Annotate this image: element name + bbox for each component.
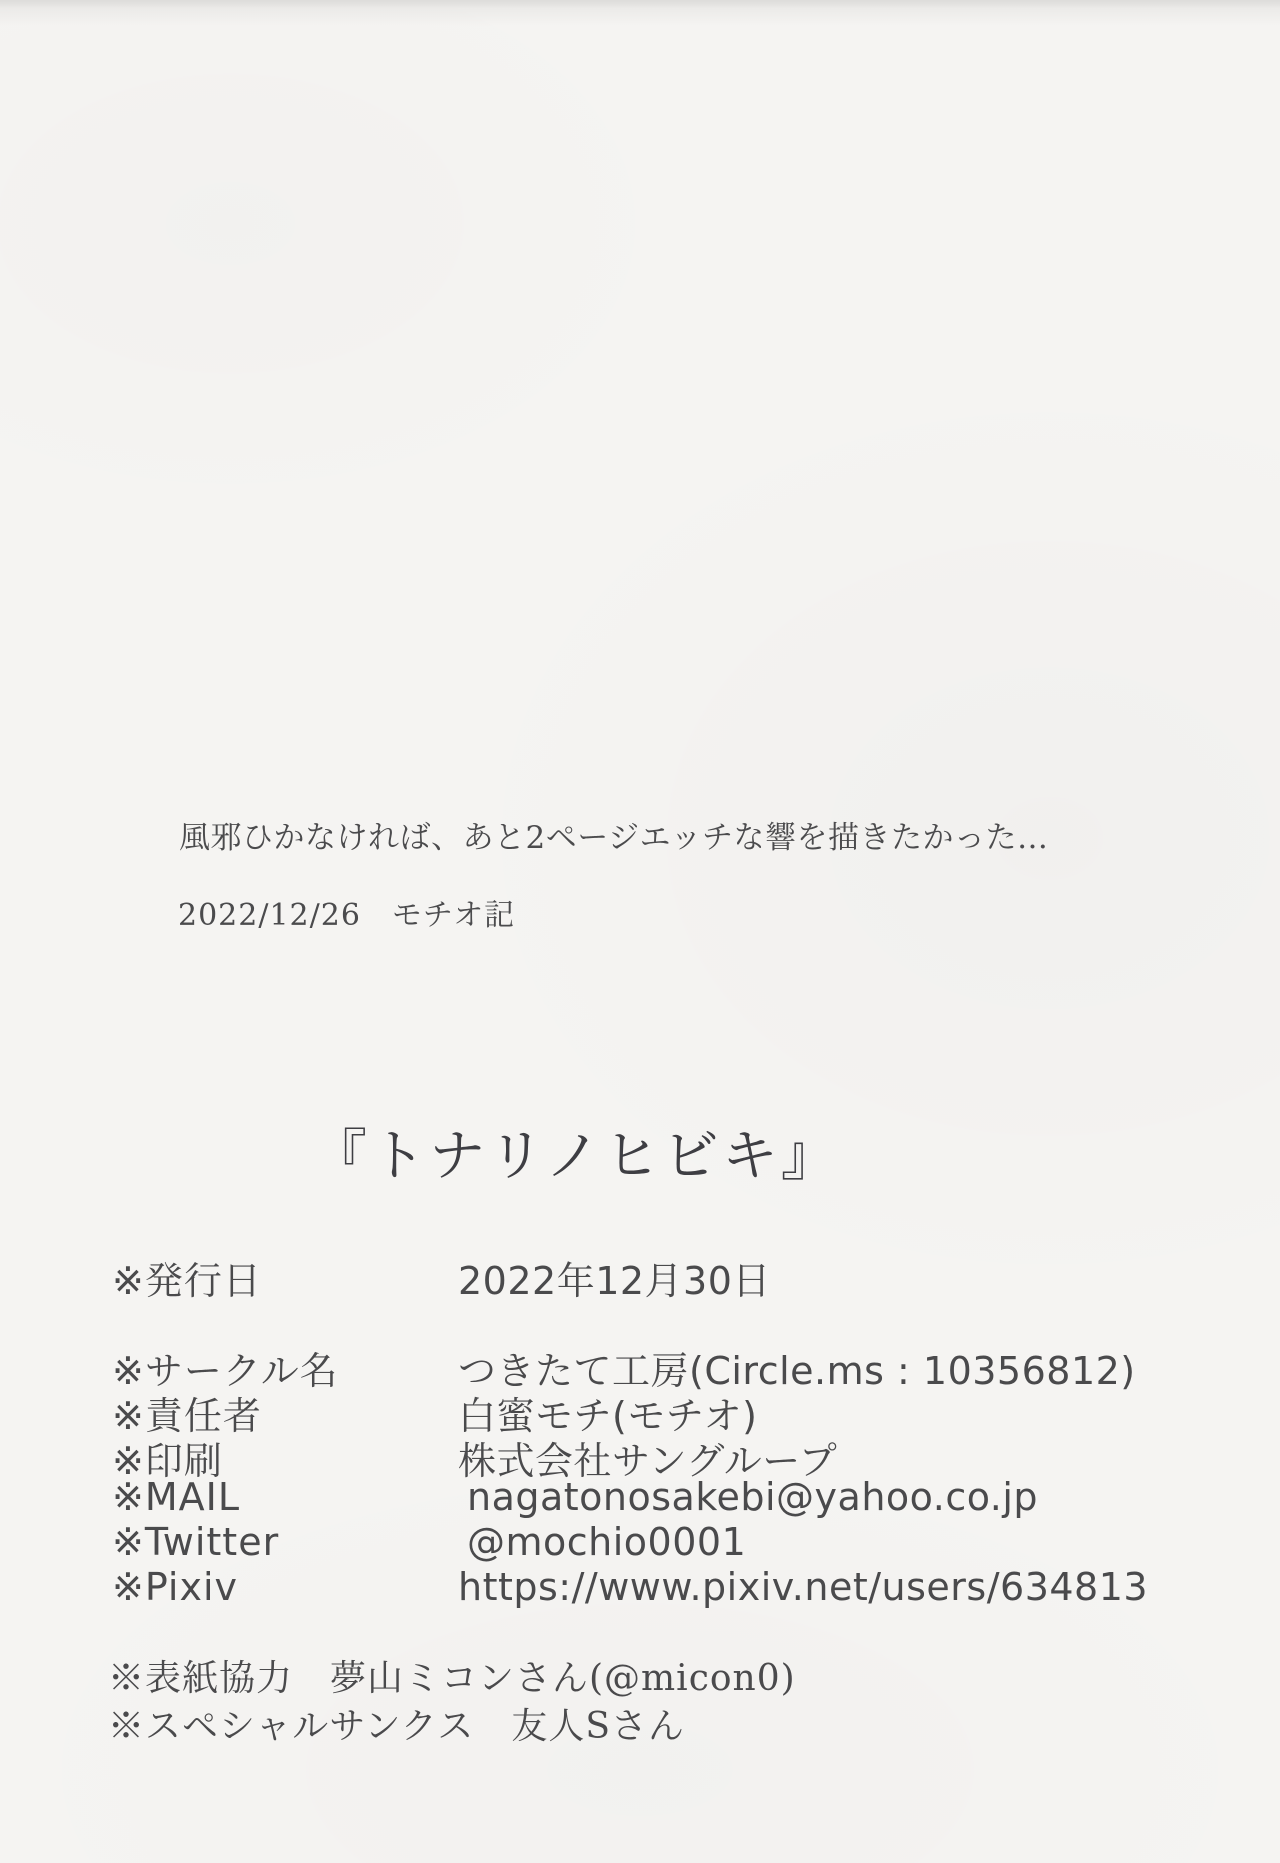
colophon-info-row	[112, 1475, 1212, 1520]
colophon-info-value: https://www.pixiv.net/users/634813	[458, 1565, 1149, 1609]
colophon-info-label: ※Twitter	[112, 1520, 280, 1564]
colophon-info-label: ※印刷	[112, 1439, 223, 1483]
colophon-info-value: つきたて工房(Circle.ms : 10356812)	[458, 1349, 1136, 1393]
colophon-info-label: ※発行日	[112, 1259, 262, 1303]
colophon-info-value: 白蜜モチ(モチオ)	[458, 1394, 758, 1438]
colophon-info-value: nagatonosakebi@yahoo.co.jp	[467, 1475, 1039, 1519]
colophon-info-label: ※サークル名	[112, 1349, 339, 1393]
colophon-info-row	[112, 1430, 1212, 1483]
colophon-info-row	[112, 1250, 1212, 1303]
afterword-comment: 風邪ひかなければ、あと2ページエッチな響を描きたかった…	[179, 820, 1049, 856]
afterword-date-signature: 2022/12/26 モチオ記	[178, 898, 516, 933]
colophon-info-row	[112, 1565, 1212, 1610]
colophon-info-label: ※MAIL	[112, 1475, 240, 1519]
colophon-info-row	[112, 1520, 1212, 1565]
colophon-info-label: ※Pixiv	[112, 1565, 239, 1609]
colophon-info-value: @mochio0001	[467, 1520, 747, 1564]
credit-line: ※表紙協力 夢山ミコンさん(@micon0)	[108, 1658, 796, 1699]
colophon-info-value: 2022年12月30日	[458, 1259, 771, 1303]
colophon-info-value: 株式会社サングループ	[458, 1439, 838, 1483]
colophon-credits	[108, 1650, 796, 1746]
book-title: 『トナリノヒビキ』	[311, 1124, 840, 1189]
colophon-info-row	[112, 1340, 1212, 1393]
colophon-info-label: ※責任者	[112, 1394, 262, 1438]
credit-line: ※スペシャルサンクス 友人Sさん	[108, 1706, 686, 1747]
scan-edge-shadow	[0, 0, 1280, 8]
colophon-info-table	[112, 1250, 1212, 1610]
